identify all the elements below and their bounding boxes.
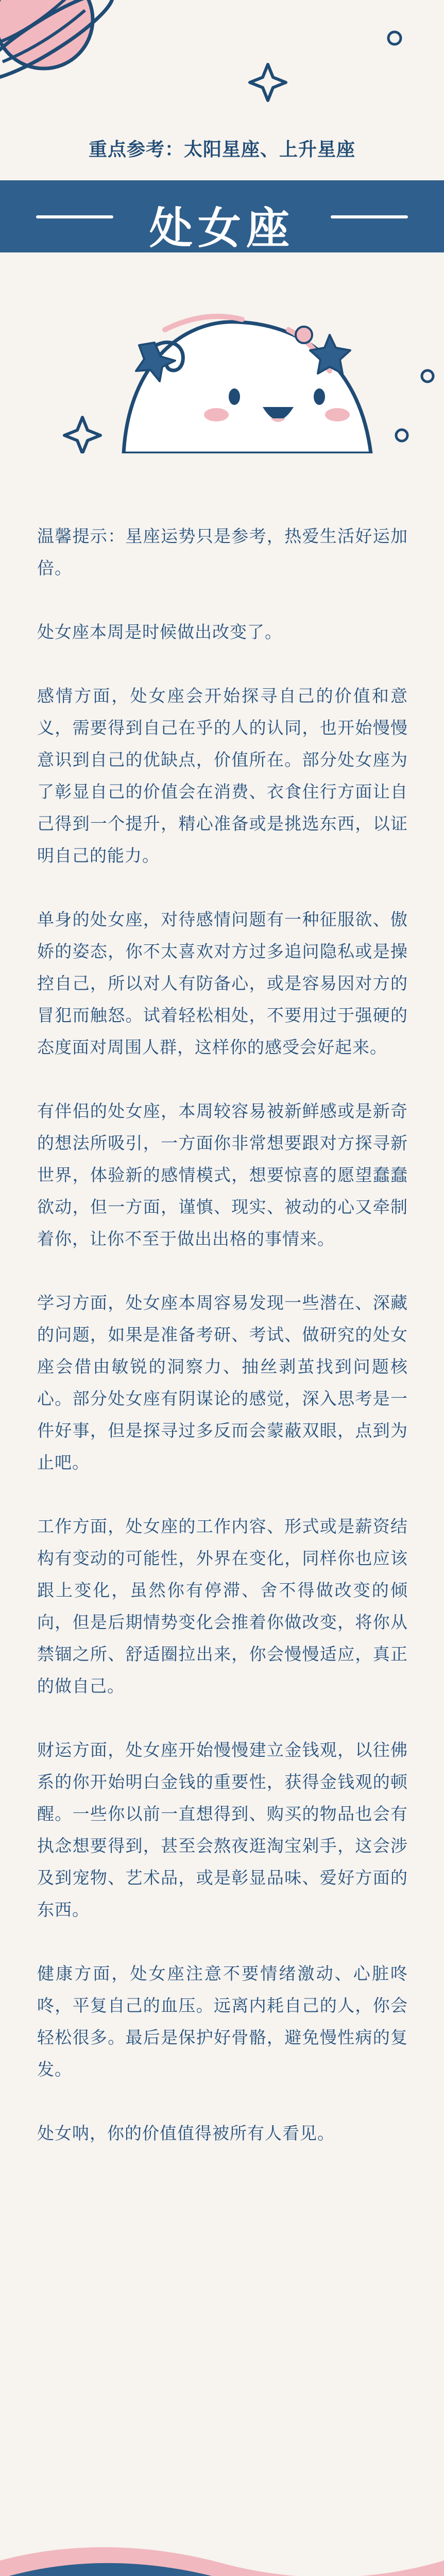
paragraph-health: 健康方面，处女座注意不要情绪激动、心脏咚咚，平复自己的血压。远离内耗自己的人，你会轻松很多。最后是保护好骨骼，避免慢性病的复发。: [37, 1963, 408, 2079]
title-band: [0, 180, 444, 252]
footer-wave: [0, 2540, 444, 2576]
reference-subtitle: 重点参考：太阳星座、上升星座: [88, 139, 355, 160]
dot-icon: [396, 430, 407, 441]
paragraph-intro: 处女座本周是时候做出改变了。: [37, 622, 282, 642]
dot-icon: [388, 32, 401, 44]
sparkle-icon: [64, 417, 100, 453]
page-title: 处女座: [149, 203, 295, 253]
title-dash-right: [331, 215, 408, 218]
dot-icon: [422, 370, 433, 382]
paragraph-study: 学习方面，处女座本周容易发现一些潜在、深藏的问题，如果是准备考研、考试、做研究的处女座会借由敏锐的洞察力、抽丝剥茧找到问题核心。部分处女座有阴谋论的感觉，深入思考是一件好事，但是探寻过多反而会蒙蔽双眼，点到为止吧。: [37, 1293, 408, 1472]
header: [0, 0, 444, 453]
paragraph-wealth: 财运方面，处女座开始慢慢建立金钱观，以往佛系的你开始明白金钱的重要性，获得金钱观的顿醒。一些你以前一直想得到、购买的物品也会有执念想要得到，甚至会熬夜逛淘宝剁手，这会涉及到宠物、艺术品，或是彰显品味、爱好方面的东西。: [37, 1740, 408, 1920]
paragraph-single: 单身的处女座，对待感情问题有一种征服欲、傲娇的姿态，你不太喜欢对方过多追问隐私或是操控自己，所以对人有防备心，或是容易因对方的冒犯而触怒。试着轻松相处，不要用过于强硬的态度面对周围人群，这样你的感受会好起来。: [37, 909, 408, 1057]
paragraph-tip: 温馨提示：星座运势只是参考，热爱生活好运加倍。: [37, 526, 408, 578]
planet-icon: [0, 0, 121, 91]
paragraph-love: 感情方面，处女座会开始探寻自己的价值和意义，需要得到自己在乎的人的认同，也开始慢慢意识到自己的优缺点，价值所在。部分处女座为了彰显自己的价值会在消费、衣食住行方面让自己得到一个提升，精心准备或是挑选东西，以证明自己的能力。: [37, 686, 408, 866]
article-body: [37, 520, 408, 2181]
sparkle-icon: [250, 64, 286, 100]
footer: [0, 2540, 444, 2576]
paragraph-partnered: 有伴侣的处女座，本周较容易被新鲜感或是新奇的想法所吸引，一方面你非常想要跟对方探寻新世界，体验新的感情模式，想要惊喜的愿望蠢蠢欲动，但一方面，谨慎、现实、被动的心又牵制着你，让你不至于做出出格的事情来。: [37, 1101, 408, 1249]
cute-face-illustration: [124, 316, 371, 453]
paragraph-closing: 处女呐，你的价值值得被所有人看见。: [37, 2123, 335, 2143]
paragraph-work: 工作方面，处女座的工作内容、形式或是薪资结构有变动的可能性，外界在变化，同样你也应该跟上变化，虽然你有停滞、舍不得做改变的倾向，但是后期情势变化会推着你做改变，将你从禁锢之所、舒适圈拉出来，你会慢慢适应，真正的做自己。: [37, 1516, 408, 1696]
